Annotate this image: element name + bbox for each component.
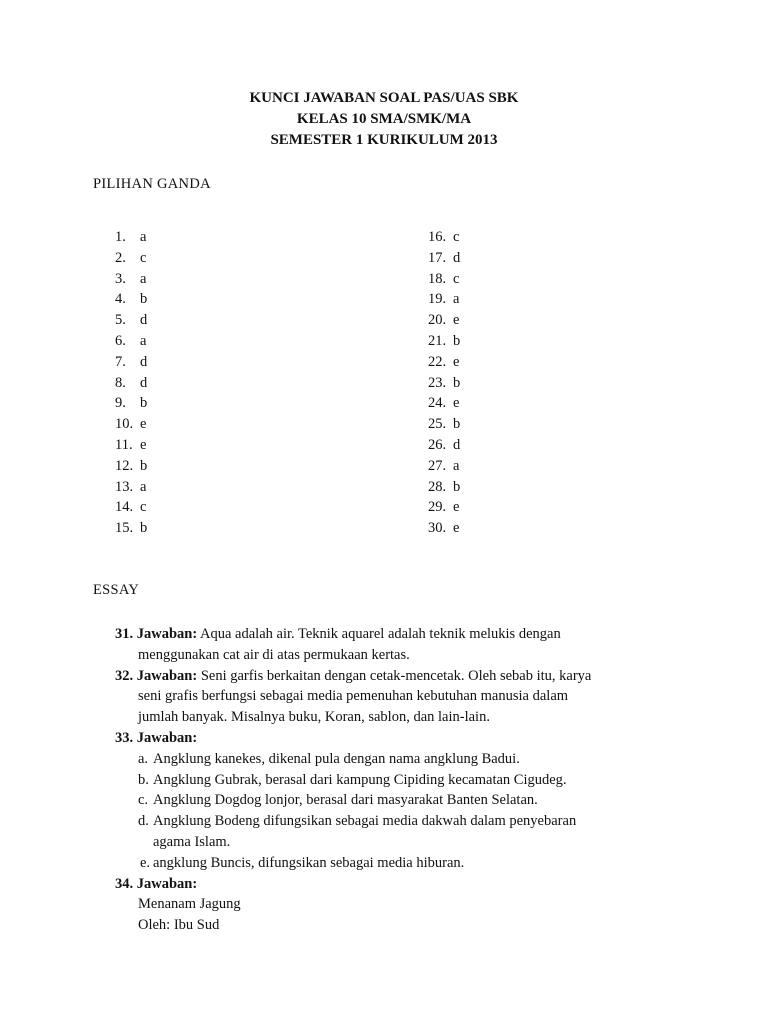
answer-letter: b [140, 520, 148, 537]
essay-question-33 [115, 728, 715, 874]
answer-column-right [428, 227, 460, 539]
answer-row [428, 352, 460, 373]
answer-row [115, 310, 147, 331]
answer-row [115, 227, 147, 248]
title-line-2: KELAS 10 SMA/SMK/MA [296, 111, 472, 127]
answer-column-left [115, 227, 147, 539]
answer-number: 26. [428, 436, 447, 453]
answer-number: 29. [428, 499, 447, 516]
answer-letter: e [140, 436, 147, 453]
answer-row [428, 227, 460, 248]
answer-number: 13. [115, 478, 134, 495]
answer-number: 8. [115, 374, 126, 391]
answer-row [428, 435, 460, 456]
list-item-text: Angklung Gubrak, berasal dari kampung Cipiding kecamatan Cigudeg. [153, 771, 567, 788]
answer-letter: c [140, 249, 147, 266]
answer-number: 28. [428, 478, 447, 495]
answer-number: 22. [428, 353, 447, 370]
answer-number: 23. [428, 374, 447, 391]
answer-letter: e [453, 395, 460, 412]
answer-letter: e [453, 520, 460, 537]
answer-letter: a [453, 291, 460, 308]
answer-row [115, 518, 147, 539]
answer-letter: c [140, 499, 147, 516]
question-label: 32. Jawaban: [115, 667, 198, 684]
list-item-letter: d. [138, 813, 149, 830]
answer-letter: a [140, 270, 147, 287]
answer-number: 2. [115, 249, 126, 266]
answer-letter: e [140, 416, 147, 433]
answer-letter: d [140, 374, 148, 391]
answer-text: jumlah banyak. Misalnya buku, Koran, sablon, dan lain-lain. [138, 709, 490, 726]
answer-row [428, 456, 460, 477]
answer-letter: d [140, 312, 148, 329]
answer-number: 9. [115, 395, 126, 412]
answer-row [428, 331, 460, 352]
answer-letter: a [453, 457, 460, 474]
answer-text: Aqua adalah air. Teknik aquarel adalah teknik melukis dengan [197, 626, 561, 642]
answer-row [428, 373, 460, 394]
answer-number: 19. [428, 291, 447, 308]
list-item-text: angklung Buncis, difungsikan sebagai media hiburan. [153, 854, 465, 871]
answer-list [115, 749, 715, 874]
answer-letter: d [140, 353, 148, 370]
answer-letter: b [453, 332, 461, 349]
answer-letter: c [453, 229, 460, 245]
answer-row [428, 497, 460, 518]
answer-row [115, 497, 147, 518]
list-item-letter: c. [138, 792, 149, 809]
answer-row [428, 393, 460, 414]
list-item-letter: b. [138, 771, 149, 788]
question-label: 34. Jawaban: [115, 875, 198, 892]
essay-question-31 [115, 624, 715, 666]
answer-text: Seni garfis berkaitan dengan cetak-mencetak. Oleh sebab itu, karya [197, 667, 592, 684]
answer-number: 17. [428, 249, 447, 266]
answer-letter: b [140, 395, 148, 412]
answer-text: Menanam Jagung [138, 896, 241, 913]
answer-letter: b [453, 374, 461, 391]
answer-letter: b [453, 416, 461, 433]
answer-row [428, 310, 460, 331]
answer-number: 20. [428, 312, 447, 329]
answer-number: 15. [115, 520, 134, 537]
answer-text: seni grafis berfungsi sebagai media pemenuhan kebutuhan manusia dalam [138, 688, 569, 705]
answer-text: Oleh: Ibu Sud [138, 917, 220, 934]
title-line-1: KUNCI JAWABAN SOAL PAS/UAS SBK [249, 90, 519, 106]
answer-letter: d [453, 249, 461, 266]
question-label: 33. Jawaban: [115, 729, 198, 746]
answer-number: 1. [115, 229, 126, 245]
answer-number: 16. [428, 229, 447, 245]
answer-row [115, 414, 147, 435]
answer-row [115, 435, 147, 456]
answer-row [428, 269, 460, 290]
essay-answers [115, 624, 715, 936]
list-item [115, 811, 715, 832]
answer-row [115, 352, 147, 373]
multiple-choice-heading: PILIHAN GANDA [93, 176, 211, 192]
list-item [115, 790, 715, 811]
question-label: 31. Jawaban: [115, 626, 198, 642]
list-item-text: Angklung Dogdog lonjor, berasal dari masyarakat Banten Selatan. [153, 792, 538, 809]
essay-heading: ESSAY [93, 582, 140, 598]
answer-letter: e [453, 499, 460, 516]
answer-letter: d [453, 436, 461, 453]
answer-number: 3. [115, 270, 126, 287]
title-line-3: SEMESTER 1 KURIKULUM 2013 [270, 132, 498, 148]
answer-row [428, 414, 460, 435]
document-title [0, 88, 768, 151]
answer-number: 25. [428, 416, 447, 433]
answer-row [428, 518, 460, 539]
answer-row [115, 393, 147, 414]
answer-letter: a [140, 332, 147, 349]
essay-question-32 [115, 666, 715, 728]
answer-number: 27. [428, 457, 447, 474]
answer-number: 18. [428, 270, 447, 287]
list-item [115, 853, 715, 874]
answer-number: 11. [115, 436, 133, 453]
answer-letter: c [453, 270, 460, 287]
list-item-text: Angklung kanekes, dikenal pula dengan nama angklung Badui. [153, 750, 520, 767]
answer-row [115, 289, 147, 310]
answer-number: 24. [428, 395, 447, 412]
answer-number: 21. [428, 332, 447, 349]
answer-number: 7. [115, 353, 126, 370]
answer-number: 12. [115, 457, 134, 474]
answer-letter: a [140, 229, 147, 245]
answer-row [115, 477, 147, 498]
list-item-letter: a. [138, 750, 149, 767]
list-item [115, 770, 715, 791]
answer-row [115, 373, 147, 394]
answer-row [428, 477, 460, 498]
answer-row [115, 331, 147, 352]
answer-letter: e [453, 353, 460, 370]
essay-question-34 [115, 874, 715, 936]
answer-letter: e [453, 312, 460, 329]
answer-number: 30. [428, 520, 447, 537]
answer-number: 14. [115, 499, 134, 516]
answer-letter: b [140, 457, 148, 474]
list-item-text: Angklung Bodeng difungsikan sebagai media dakwah dalam penyebaran [153, 813, 577, 830]
answer-number: 5. [115, 312, 126, 329]
list-item [115, 749, 715, 770]
answer-number: 4. [115, 291, 126, 308]
answer-letter: a [140, 478, 147, 495]
answer-row [115, 269, 147, 290]
answer-text: menggunakan cat air di atas permukaan kertas. [138, 646, 410, 663]
list-item-continuation: agama Islam. [153, 833, 231, 850]
answer-letter: b [453, 478, 461, 495]
answer-number: 10. [115, 416, 134, 433]
answer-row [115, 456, 147, 477]
answer-number: 6. [115, 332, 126, 349]
answer-row [428, 289, 460, 310]
answer-row [115, 248, 147, 269]
answer-row [428, 248, 460, 269]
answer-letter: b [140, 291, 148, 308]
list-item-letter: e. [140, 854, 151, 871]
